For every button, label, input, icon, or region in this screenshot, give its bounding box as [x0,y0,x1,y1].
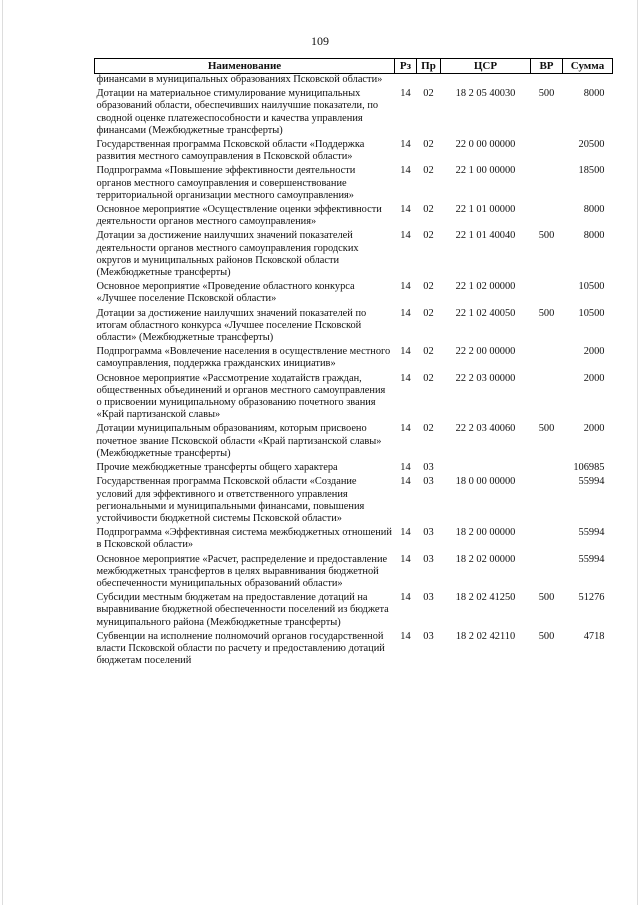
column-header-csr: ЦСР [441,59,531,74]
table-row [95,474,613,525]
row-csr: 18 2 02 00000 [455,553,516,565]
row-name: Подпрограмма «Эффективная система межбюджетных отношений в Псковской области» [96,527,392,551]
row-rz: 14 [400,204,411,216]
row-vr [531,279,563,305]
table-row [95,629,613,668]
table-row [95,371,613,422]
row-rz [395,74,417,87]
row-csr: 18 0 00 00000 [455,476,516,488]
row-csr [441,460,531,474]
row-rz: 14 [400,230,411,242]
row-name: Подпрограмма «Вовлечение населения в осуществление местного самоуправления, поддержка гражданских инициатив» [96,346,391,370]
row-sum: 18500 [578,165,605,177]
table-row [95,460,613,474]
row-csr: 22 1 00 00000 [455,165,516,177]
row-rz: 14 [400,630,411,642]
table-row [95,306,613,345]
row-pr: 02 [423,204,434,216]
row-vr [531,163,563,202]
row-vr: 500 [538,88,555,100]
page-number: 109 [311,34,329,48]
table-row [95,344,613,370]
row-pr: 02 [423,307,434,319]
row-pr [417,74,441,87]
row-pr: 02 [423,165,434,177]
row-sum: 10500 [578,281,605,293]
row-pr: 02 [423,281,434,293]
row-sum: 4718 [583,630,605,642]
row-vr: 500 [538,307,555,319]
row-rz: 14 [400,476,411,488]
row-name: Прочие межбюджетные трансферты общего характера [96,462,338,474]
row-vr [531,371,563,422]
row-name: Субсидии местным бюджетам на предоставление дотаций на выравнивание бюджетной обеспеченности поселений из бюджета муниципального района (Межбюджетные трансферты) [96,592,389,628]
row-name: Основное мероприятие «Проведение областного конкурса «Лучшее поселение Псковской области» [96,281,355,305]
row-vr [531,137,563,163]
row-pr: 02 [423,346,434,358]
row-csr: 18 2 02 42110 [455,630,516,642]
table-row [95,202,613,228]
row-csr: 18 2 05 40030 [455,88,516,100]
row-name: Основное мероприятие «Рассмотрение ходатайств граждан, общественных объединений и органов местного самоуправления о присвоении муниципальному образованию почетного звания «Край партизанской славы» [96,372,386,421]
row-vr: 500 [538,230,555,242]
row-csr: 22 1 02 40050 [455,307,516,319]
row-pr: 03 [423,592,434,604]
row-sum: 2000 [583,372,605,384]
row-csr [441,74,531,87]
row-rz: 14 [400,165,411,177]
column-header-sum: Сумма [563,59,613,74]
row-rz: 14 [400,527,411,539]
table-header-row [95,59,613,74]
row-vr [531,460,563,474]
row-name: Дотации на материальное стимулирование муниципальных образований области, обеспечивших наилучшие показатели, по сводной оценке платежеспособности и качества управления финансами (Межбюджетные трансферты) [96,88,379,136]
row-rz: 14 [400,372,411,384]
row-sum: 8000 [583,88,605,100]
row-vr: 500 [538,592,555,604]
row-sum: 106985 [573,462,605,474]
row-sum: 20500 [578,139,605,151]
row-vr: 500 [538,423,555,435]
row-rz: 14 [400,307,411,319]
row-csr: 22 1 01 40040 [455,230,516,242]
row-csr: 18 2 00 00000 [455,527,516,539]
table-row [95,137,613,163]
row-name: Дотации за достижение наилучших значений показателей по итогам областного конкурса «Лучшее поселение Псковской области» (Межбюджетные трансферты) [96,307,367,344]
row-rz: 14 [400,88,411,100]
row-sum: 8000 [583,230,605,242]
row-sum: 8000 [583,204,605,216]
table-row [95,279,613,305]
row-vr [531,525,563,551]
row-rz: 14 [400,139,411,151]
table-row [95,74,613,87]
row-vr [531,74,563,87]
row-pr: 02 [423,423,434,435]
row-pr: 03 [423,462,434,474]
column-header-rz: Рз [395,59,417,74]
row-rz: 14 [400,462,411,474]
table-row [95,525,613,551]
table-row [95,228,613,279]
row-sum: 55994 [578,527,605,539]
row-rz: 14 [400,346,411,358]
row-name: Дотации муниципальным образованиям, которым присвоено почетное звание Псковской области «Край партизанской славы» (Межбюджетные трансферты) [96,423,382,459]
table-row [95,86,613,137]
column-header-vr: ВР [531,59,563,74]
row-name: Подпрограмма «Повышение эффективности деятельности органов местного самоуправления и совершенствование территориальной организации местного самоуправления» [96,165,356,201]
row-rz: 14 [400,281,411,293]
row-pr: 03 [423,553,434,565]
row-sum: 55994 [578,553,605,565]
column-header-name: Наименование [95,59,395,74]
column-header-pr: Пр [417,59,441,74]
row-csr: 22 1 01 00000 [455,204,516,216]
right-page-edge [637,0,638,905]
table-row [95,163,613,202]
row-csr: 18 2 02 41250 [455,592,516,604]
row-name: Государственная программа Псковской области «Поддержка развития местного самоуправления в Псковской области» [96,139,365,163]
row-vr [531,344,563,370]
row-pr: 02 [423,230,434,242]
row-pr: 02 [423,88,434,100]
row-vr [531,202,563,228]
row-pr: 03 [423,630,434,642]
row-rz: 14 [400,423,411,435]
row-pr: 02 [423,372,434,384]
row-csr: 22 1 02 00000 [455,281,516,293]
row-rz: 14 [400,592,411,604]
row-pr: 03 [423,527,434,539]
row-vr [531,552,563,591]
row-vr: 500 [538,630,555,642]
row-name: Основное мероприятие «Осуществление оценки эффективности деятельности органов местного самоуправления» [96,204,382,228]
row-sum [563,74,613,87]
row-rz: 14 [400,553,411,565]
row-csr: 22 2 03 00000 [455,372,516,384]
table-row [95,552,613,591]
row-name: Государственная программа Псковской области «Создание условий для эффективного и ответственного управления региональными и муниципальными финансами, повышения устойчивости бюджетной системы Псковской области» [96,476,365,524]
table-row [95,421,613,460]
row-name: финансами в муниципальных образованиях Псковской области» [96,74,383,85]
row-sum: 2000 [583,423,605,435]
budget-table [94,58,613,667]
left-page-edge [2,0,3,905]
row-csr: 22 0 00 00000 [455,139,516,151]
row-pr: 03 [423,476,434,488]
row-csr: 22 2 03 40060 [455,423,516,435]
row-sum: 2000 [583,346,605,358]
row-name: Основное мероприятие «Расчет, распределение и предоставление межбюджетных трансфертов в целях выравнивания бюджетной обеспеченности муниципальных образований области» [96,553,388,589]
row-sum: 55994 [578,476,605,488]
row-csr: 22 2 00 00000 [455,346,516,358]
row-name: Субвенции на исполнение полномочий органов государственной власти Псковской области по расчету и предоставлению дотаций бюджетам поселений [96,630,385,667]
row-pr: 02 [423,139,434,151]
table-row [95,590,613,629]
row-sum: 51276 [578,592,605,604]
row-sum: 10500 [578,307,605,319]
row-name: Дотации за достижение наилучших значений показателей деятельности органов местного самоуправления городских округов и муниципальных районов Псковской области (Межбюджетные трансферты) [96,230,359,279]
row-vr [531,474,563,525]
